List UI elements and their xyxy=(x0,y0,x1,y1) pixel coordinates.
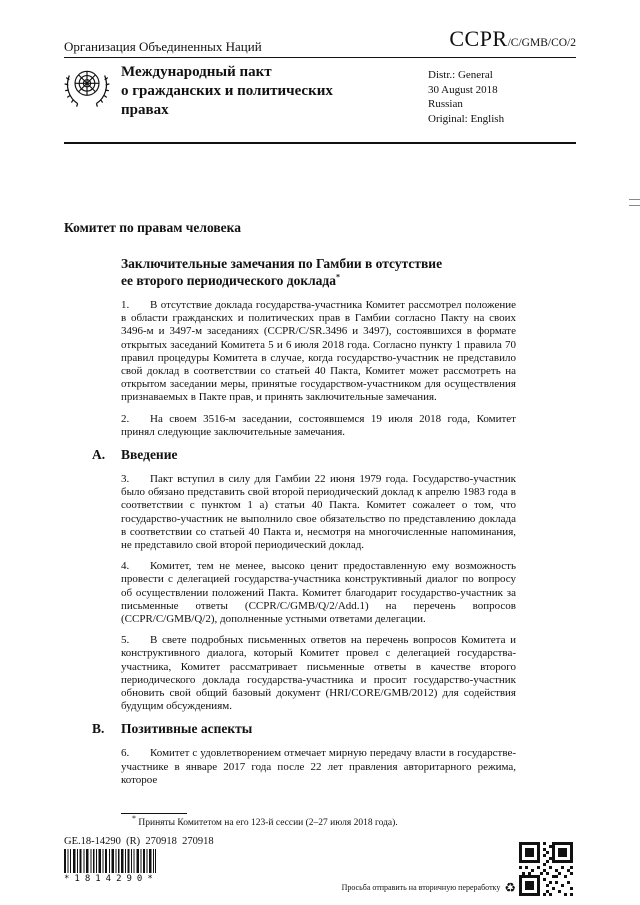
committee-name: Комитет по правам человека xyxy=(64,220,241,235)
footnote-marker: * xyxy=(336,272,341,282)
paragraph-6 xyxy=(121,747,516,787)
print-registration-mark xyxy=(629,199,640,200)
paragraph-number: 6. xyxy=(121,747,130,760)
distribution-block xyxy=(428,68,504,126)
section-letter: B. xyxy=(92,721,105,737)
masthead-heavy-rule xyxy=(64,142,576,144)
document-title xyxy=(121,255,516,289)
paragraph-text: В свете подробных письменных ответов на перечень вопросов Комитета и конструктивного диалога, который Комитет провел с делегацией государства-участника, Комитет рассматривает письменные ответы в качестве второго периодического доклада государства-участника и просит государство-участник обновить свой общий базовый документ (HRI/CORE/GMB/2012) для содействия будущим обсуждениям. xyxy=(121,634,516,713)
barcode-text: *1814290* xyxy=(64,874,158,884)
print-registration-mark xyxy=(629,205,640,206)
document-symbol xyxy=(449,26,576,52)
covenant-title xyxy=(121,63,333,120)
masthead-rule xyxy=(64,57,576,58)
language-line: Russian xyxy=(428,98,463,110)
paragraph-text: Комитет, тем не менее, высоко ценит предоставленную ему возможность провести с делегацией государства-участника конструктивный диалог по вопросу об осуществлении положений Пакта. Комитет благодарит государство-участник за письменные ответы (CCPR/C/GMB/Q/2/Add.1) на перечень вопросов (CCPR/C/GMB/Q/2), дополненные устными ответами делегации. xyxy=(121,560,516,626)
paragraph-2 xyxy=(121,413,516,439)
paragraph-number: 3. xyxy=(121,473,130,486)
recycle-icon: ♻ xyxy=(504,880,516,895)
section-heading-a xyxy=(92,447,516,463)
paragraph-number: 2. xyxy=(121,412,130,425)
paragraph-text: Комитет с удовлетворением отмечает мирную передачу власти в государстве-участнике в январе 2017 года после 22 лет правления авторитарного режима, которое xyxy=(121,747,516,786)
section-title: Введение xyxy=(121,447,178,463)
covenant-title-line: Международный пакт xyxy=(121,64,272,80)
paragraph-number: 1. xyxy=(121,299,130,311)
recycle-text: Просьба отправить на вторичную переработку xyxy=(341,883,501,892)
un-emblem-icon xyxy=(61,62,113,119)
document-symbol-main: CCPR xyxy=(449,26,508,51)
document-title-line: Заключительные замечания по Гамбии в отсутствие xyxy=(121,256,443,271)
paragraph-text: Пакт вступил в силу для Гамбии 22 июня 1979 года. Государство-участник было обязано представить свой второй периодический доклад к апрелю 1983 года в соответствии с пунктом 1 а) статьи 40 Пакта. Комитет сожалеет о том, что государство-участник не выполнило свое обязательство по представлению доклада в соответствии со статьей 40 Пакта и, несмотря на многочисленные напоминания, не представило свой второй периодический доклад. xyxy=(121,473,516,552)
qr-code xyxy=(519,842,573,901)
paragraph-text: На своем 3516-м заседании, состоявшемся 19 июля 2018 года, Комитет принял следующие заключительные замечания. xyxy=(121,412,516,438)
date-line: 30 August 2018 xyxy=(428,83,498,96)
org-name: Организация Объединенных Наций xyxy=(64,39,262,54)
paragraph-5 xyxy=(121,634,516,713)
ge-document-code: GE.18-14290 (R) 270918 270918 xyxy=(64,836,214,847)
footnote-rule xyxy=(121,813,187,814)
document-title-line: ее второго периодического доклада xyxy=(121,273,337,288)
section-letter: A. xyxy=(92,447,106,463)
section-heading-b xyxy=(92,721,516,737)
document-symbol-suffix: /C/GMB/CO/2 xyxy=(507,37,576,49)
paragraph-number: 4. xyxy=(121,560,130,573)
covenant-title-line: правах xyxy=(121,102,169,118)
distr-line: Distr.: General xyxy=(428,69,493,81)
paragraph-number: 5. xyxy=(121,634,130,647)
section-title: Позитивные аспекты xyxy=(121,721,253,737)
footnote xyxy=(121,813,521,828)
footnote-text-content: Приняты Комитетом на его 123-й сессии (2–27 июля 2018 года). xyxy=(138,818,398,828)
document-body xyxy=(64,220,516,795)
paragraph-4 xyxy=(121,560,516,626)
recycle-notice xyxy=(342,880,516,896)
covenant-title-line: о гражданских и политических xyxy=(121,83,333,99)
paragraph-1 xyxy=(121,299,516,405)
paragraph-text: В отсутствие доклада государства-участника Комитет рассмотрел положение в области гражданских и политических прав в Гамбии согласно Пакту на своих 3496-м и 3497-м заседаниях (CCPR/C/SR.3496 и 3497), состоявшихся в формате открытых заседаний Комитета 5 и 6 июля 2018 года. Согласно пункту 1 правила 70 правил процедуры Комитета в случае, когда государство-участник не представило свой доклад в соответствии со статьей 40 Пакта, Комитет может рассмотреть на открытом заседании меры, принятые государством-участником для осуществления признаваемых в Пакте прав, и принять заключительные замечания. xyxy=(121,299,516,404)
paragraph-3 xyxy=(121,473,516,552)
original-language-line: Original: English xyxy=(428,112,505,125)
footnote-text xyxy=(121,813,521,828)
footnote-marker: * xyxy=(132,813,136,823)
